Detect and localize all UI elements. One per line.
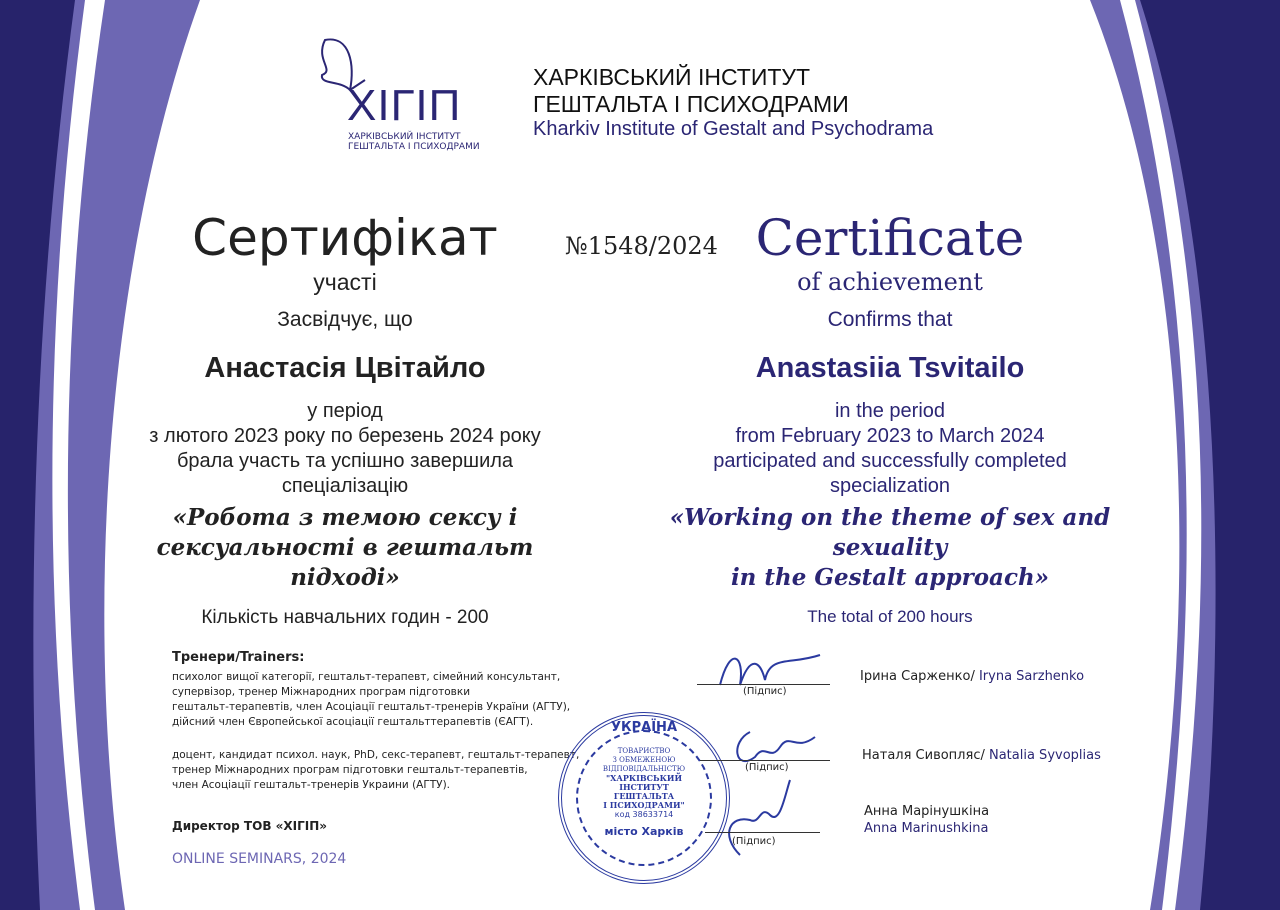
en-recipient-name: Anastasiia Tsvitailo xyxy=(755,352,1025,384)
ua-specialization: спеціалізацію xyxy=(281,475,409,497)
ua-confirms: Засвідчує, що xyxy=(277,308,413,331)
signature-3 xyxy=(700,775,810,865)
footer-seminars: ONLINE SEMINARS, 2024 xyxy=(172,851,347,867)
stamp-line: ТОВАРИСТВО xyxy=(617,747,671,755)
signature-label: (Підпис) xyxy=(732,836,776,847)
trainer-2-line: доцент, кандидат психол. наук, PhD, секс-терапевт, гештальт-терапевт, xyxy=(172,749,580,761)
signer-name-en: Natalia Syvoplias xyxy=(988,748,1101,763)
en-hours: The total of 200 hours xyxy=(807,607,973,626)
trainers-block xyxy=(172,650,579,867)
trainers-heading: Тренери/Trainers: xyxy=(172,650,305,665)
ua-hours: Кількість навчальних годин - 200 xyxy=(201,607,489,628)
logo xyxy=(305,35,495,155)
stamp-line: ВІДПОВІДАЛЬНІСТЮ xyxy=(602,765,686,773)
signature-label: (Підпис) xyxy=(743,686,787,697)
stamp-line: З ОБМЕЖЕНОЮ xyxy=(612,756,676,764)
en-dates: from February 2023 to March 2024 xyxy=(735,425,1045,447)
signer-name-en: Anna Marinushkina xyxy=(864,821,989,836)
trainer-2-line: член Асоціації гештальт-тренерів Украини (АГТУ). xyxy=(172,779,451,791)
logo-sub-1: ХАРКІВСЬКИЙ ІНСТИТУТ xyxy=(348,132,461,142)
trainer-1-line: гештальт-терапевтів, член Асоціації гештальт-тренерів України (АГТУ), xyxy=(172,701,571,713)
stamp-line: "ХАРКІВСЬКИЙ xyxy=(605,773,683,783)
certificate-number: №1548/2024 xyxy=(565,232,718,260)
institute-name-english: Kharkiv Institute of Gestalt and Psychodrama xyxy=(533,118,934,140)
ua-title: Сертифікат xyxy=(192,209,498,267)
en-period: in the period xyxy=(834,400,946,422)
en-subtitle: of achievement xyxy=(797,268,983,296)
signer-name-ua: Ірина Сарженко/ xyxy=(860,669,979,684)
logo-mark: ХІГІП xyxy=(347,81,462,130)
stamp-line: ГЕШТАЛЬТА xyxy=(613,791,675,801)
ua-recipient-name: Анастасія Цвітайло xyxy=(204,352,486,384)
ua-dates: з лютого 2023 року по березень 2024 року xyxy=(149,425,541,447)
trainer-2-line: тренер Міжнародних програм підготовки гештальт-терапевтів, xyxy=(172,764,528,776)
trainer-1-line: супервізор, тренер Міжнародних програм підготовки xyxy=(172,686,471,698)
en-column xyxy=(660,208,1120,627)
ua-course-title-1: «Робота з темою сексу і xyxy=(172,504,518,531)
ua-column xyxy=(140,208,550,629)
signer-name-en: Iryna Sarzhenko xyxy=(978,669,1085,684)
stamp-code: код 38633714 xyxy=(614,810,674,819)
ua-course-title-2: сексуальності в гештальт підході» xyxy=(156,534,534,591)
en-course-title-1: «Working on the theme of sex and sexuality xyxy=(669,504,1111,561)
director-label: Директор ТОВ «ХІГІП» xyxy=(172,819,328,833)
stamp-bottom: місто Харків xyxy=(604,825,684,838)
ua-period: у період xyxy=(307,400,383,422)
signature-label: (Підпис) xyxy=(745,762,789,773)
ua-subtitle: участі xyxy=(313,269,377,295)
signer-name-ua: Наталя Сивопляс/ xyxy=(862,748,989,763)
logo-sub-2: ГЕШТАЛЬТА І ПСИХОДРАМИ xyxy=(348,142,480,152)
en-completed: participated and successfully completed xyxy=(713,450,1067,472)
stamp-top: УКРАЇНА xyxy=(610,720,677,735)
stamp-line: ІНСТИТУТ xyxy=(619,782,669,792)
en-course-title-2: in the Gestalt approach» xyxy=(730,564,1050,591)
trainer-1-line: дійсний член Європейської асоціації гештальттерапевтів (ЄАГТ). xyxy=(172,716,534,728)
trainer-1-line: психолог вищої категорії, гештальт-терапевт, сімейний консультант, xyxy=(172,671,561,683)
en-title: Certificate xyxy=(755,209,1025,267)
institute-name-line2: ГЕШТАЛЬТА І ПСИХОДРАМИ xyxy=(533,91,849,117)
en-confirms: Confirms that xyxy=(827,308,953,331)
en-specialization: specialization xyxy=(829,475,951,497)
institute-name-line1: ХАРКІВСЬКИЙ ІНСТИТУТ xyxy=(533,64,811,90)
signer-name-ua: Анна Марінушкіна xyxy=(864,804,990,819)
ua-completed: брала участь та успішно завершила xyxy=(176,450,514,472)
stamp-line: І ПСИХОДРАМИ" xyxy=(603,800,685,810)
